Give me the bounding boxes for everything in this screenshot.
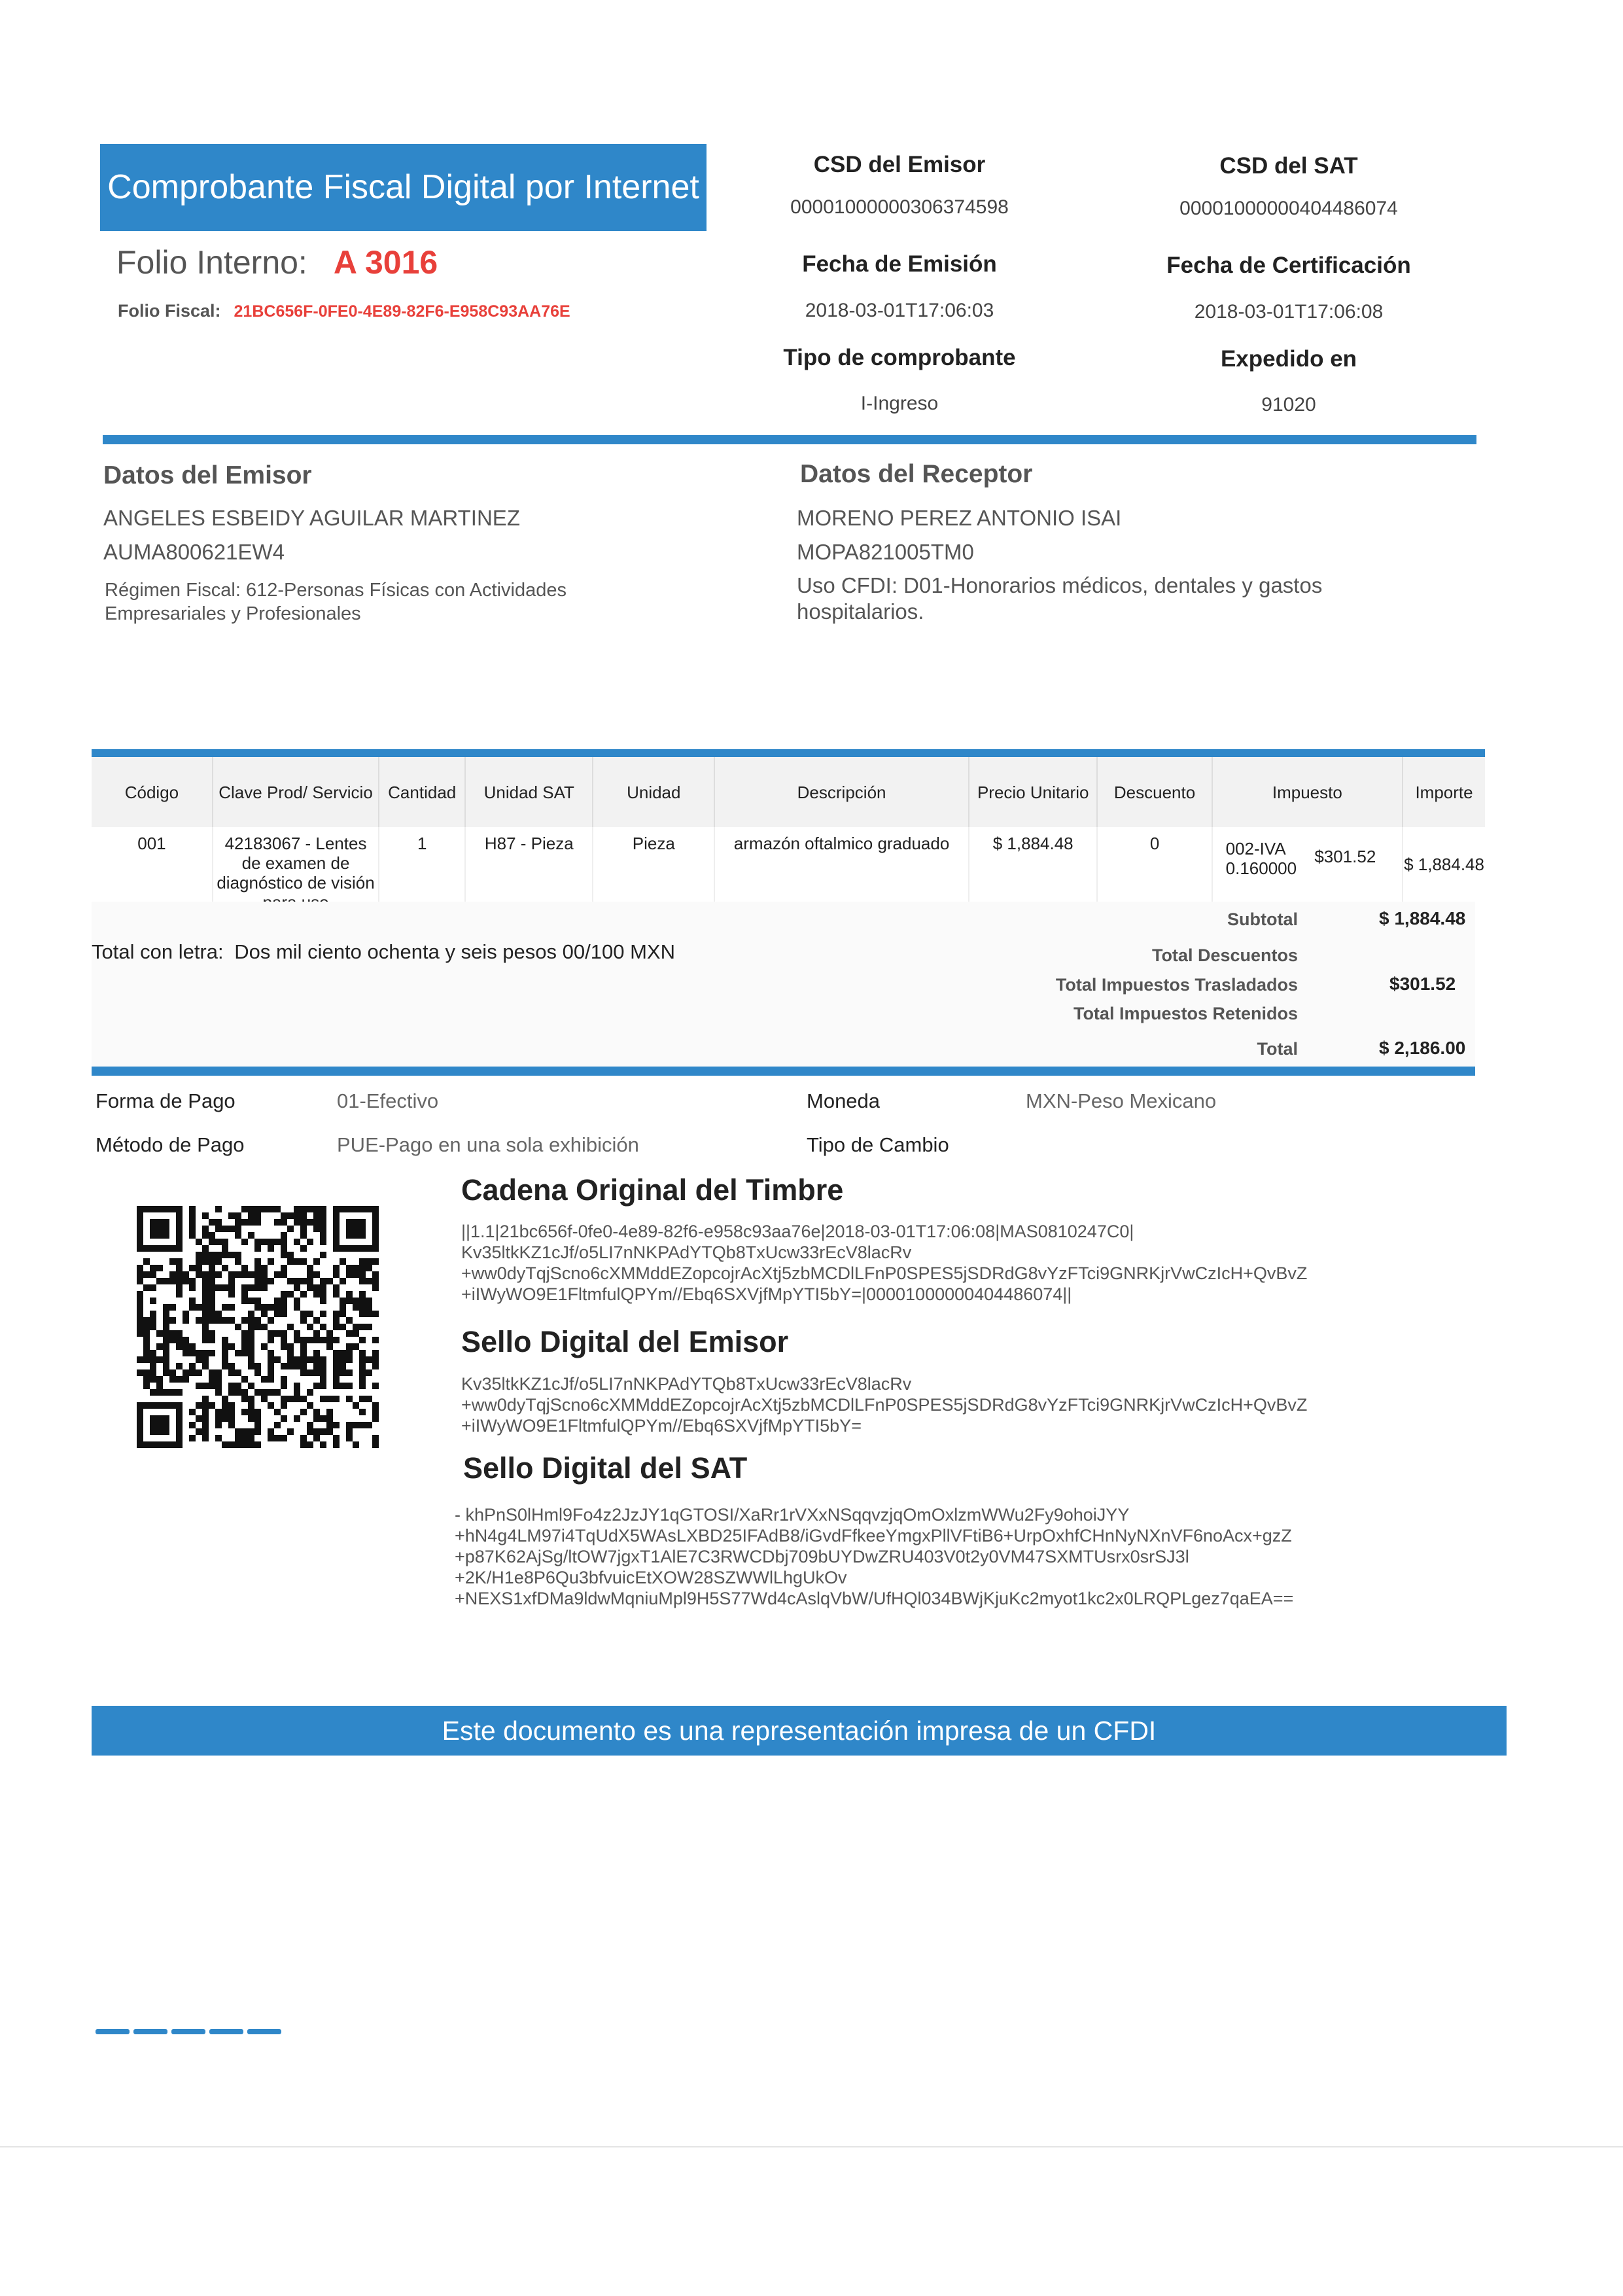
csd-emisor-label: CSD del Emisor: [813, 152, 986, 177]
total-value: $ 2,186.00: [1379, 1038, 1466, 1058]
fecha-emision-label: Fecha de Emisión: [802, 251, 997, 277]
document-title: Comprobante Fiscal Digital por Internet: [100, 144, 707, 231]
col-codigo: Código: [92, 753, 213, 827]
sello-emisor-title: Sello Digital del Emisor: [461, 1325, 789, 1358]
col-precio-unitario: Precio Unitario: [969, 753, 1098, 827]
total-letra-value: Dos mil ciento ochenta y seis pesos 00/100 MXN: [234, 940, 675, 963]
forma-pago-label: Forma de Pago: [96, 1089, 236, 1112]
emisor-title: Datos del Emisor: [103, 461, 312, 489]
fecha-emision-value: 2018-03-01T17:06:03: [805, 300, 994, 321]
folio-interno-value: A 3016: [333, 244, 438, 281]
total-trasladados-label: Total Impuestos Trasladados: [1055, 975, 1298, 995]
cell-codigo: 001: [92, 827, 213, 930]
expedido-en-label: Expedido en: [1220, 346, 1357, 372]
cell-importe: $ 1,884.48: [1404, 855, 1484, 874]
folio-fiscal: [118, 301, 570, 321]
sello-sat-title: Sello Digital del SAT: [463, 1451, 748, 1485]
cell-unidad-sat: H87 - Pieza: [465, 827, 593, 930]
receptor-uso-cfdi: [797, 573, 1322, 625]
folio-interno: [116, 243, 438, 281]
col-cantidad: Cantidad: [379, 753, 465, 827]
total-letra-label: Total con letra:: [92, 940, 224, 963]
emisor-rfc: AUMA800621EW4: [103, 540, 285, 564]
footer-banner: Este documento es una representación impresa de un CFDI: [92, 1706, 1507, 1756]
cell-precio: $ 1,884.48: [969, 827, 1098, 930]
header-divider: [103, 435, 1476, 444]
total-label: Total: [1257, 1039, 1298, 1059]
impuesto-tasa: 0.160000: [1225, 858, 1297, 878]
tipo-cambio-label: Tipo de Cambio: [807, 1133, 949, 1156]
subtotal-value: $ 1,884.48: [1379, 908, 1466, 928]
emisor-regimen-line-2: Empresariales y Profesionales: [105, 603, 361, 624]
csd-sat-label: CSD del SAT: [1219, 153, 1358, 179]
impuesto-tipo: 002-IVA: [1225, 839, 1286, 858]
tipo-comprobante-value: I-Ingreso: [860, 393, 939, 414]
folio-fiscal-label: Folio Fiscal:: [118, 301, 221, 321]
sello-emisor-text: Kv35ltkKZ1cJf/o5LI7nNKPAdYTQb8TxUcw33rEcV8lacRv +ww0dyTqjScno6cXMMddEZopcojrAcXtj5zbMCDlLFnP0SPES5jSDRdG8vYzFTci9GNRKjrVwCzIcH+QvBvZ +iIWyWO9E1FltmfulQPYm//Ebq6SXVjfMpYTI5bY=: [461, 1374, 1308, 1436]
folio-interno-label: Folio Interno:: [116, 244, 307, 281]
receptor-title: Datos del Receptor: [800, 460, 1033, 488]
cell-cantidad: 1: [379, 827, 465, 930]
col-unidad-sat: Unidad SAT: [465, 753, 593, 827]
col-importe: Importe: [1403, 753, 1485, 827]
col-clave: Clave Prod/ Servicio: [213, 753, 379, 827]
fecha-certificacion-label: Fecha de Certificación: [1166, 253, 1411, 278]
receptor-uso-line-2: hospitalarios.: [797, 599, 924, 624]
emisor-regimen-line-1: Régimen Fiscal: 612-Personas Físicas con Actividades: [105, 580, 567, 601]
metodo-pago-label: Método de Pago: [96, 1133, 245, 1156]
emisor-name: ANGELES ESBEIDY AGUILAR MARTINEZ: [103, 506, 520, 530]
cell-descuento: 0: [1097, 827, 1212, 930]
col-descuento: Descuento: [1097, 753, 1212, 827]
subtotal-label: Subtotal: [1227, 910, 1298, 929]
col-impuesto: Impuesto: [1212, 753, 1403, 827]
table-header-row: [92, 753, 1485, 827]
sello-sat-text: - khPnS0lHml9Fo4z2JzJY1qGTOSI/XaRr1rVXxNSqqvzjqOmOxlzmWWu2Fy9ohoiJYY +hN4g4LM97i4TqUdX5WAsLXBD25IFAdB8/iGvdFfkeeYmgxPllVFtiB6+UrpOxhfCHnNyNXnVF6noAcx+gzZ +p87K62AjSg/ltOW7jgxT1AlE7C3RWCDbj709bUYDwZRU403V0t2y0VM47SXMTUsrx0srSJ3l +2K/H1e8P6Qu3bfvuicEtXOW28SZWWlLhgUkOv +NEXS1xfDMa9ldwMqniuMpl9H5S77Wd4cAslqVbW/UfHQl034BWjKjuKc2myot1kc2x0LRQPLgez7qaEA==: [455, 1505, 1294, 1608]
cadena-original-title: Cadena Original del Timbre: [461, 1173, 844, 1207]
receptor-name: MORENO PEREZ ANTONIO ISAI: [797, 506, 1122, 530]
footer-logo: [96, 2019, 331, 2036]
total-trasladados-value: $301.52: [1389, 974, 1456, 994]
metodo-pago-value: PUE-Pago en una sola exhibición: [337, 1133, 639, 1156]
col-descripcion: Descripción: [714, 753, 969, 827]
emisor-regimen: [105, 578, 759, 626]
receptor-rfc: MOPA821005TM0: [797, 540, 974, 564]
fecha-certificacion-value: 2018-03-01T17:06:08: [1194, 301, 1384, 323]
total-retenidos-label: Total Impuestos Retenidos: [1073, 1004, 1298, 1023]
csd-emisor-value: 00001000000306374598: [790, 196, 1009, 218]
tipo-comprobante-label: Tipo de comprobante: [783, 345, 1016, 370]
cell-clave: 42183067 - Lentes de examen de diagnóstico de visión: [213, 827, 379, 930]
impuesto-monto: $301.52: [1314, 847, 1376, 866]
receptor-uso-line-1: Uso CFDI: D01-Honorarios médicos, dentales y gastos: [797, 573, 1323, 597]
folio-fiscal-value: 21BC656F-0FE0-4E89-82F6-E958C93AA76E: [234, 302, 570, 321]
moneda-label: Moneda: [807, 1089, 881, 1112]
expedido-en-value: 91020: [1261, 394, 1316, 415]
total-descuentos-label: Total Descuentos: [1151, 945, 1298, 965]
total-con-letra: [92, 940, 675, 964]
forma-pago-value: 01-Efectivo: [337, 1089, 439, 1112]
qr-code: [135, 1206, 381, 1448]
totals-divider: [92, 1067, 1475, 1076]
cell-unidad: Pieza: [593, 827, 714, 930]
page-edge: [0, 2146, 1623, 2147]
csd-sat-value: 00001000000404486074: [1179, 198, 1398, 219]
col-unidad: Unidad: [593, 753, 714, 827]
moneda-value: MXN-Peso Mexicano: [1026, 1089, 1217, 1112]
cadena-original-text: ||1.1|21bc656f-0fe0-4e89-82f6-e958c93aa76e|2018-03-01T17:06:08|MAS0810247C0| Kv35ltkKZ1cJf/o5LI7nNKPAdYTQb8TxUcw33rEcV8lacRv +ww0dyTqjScno6cXMMddEZopcojrAcXtj5zbMCDlLFnP0SPES5jSDRdG8vYzFTci9GNRKjrVwCzIcH+QvBvZ +iIWyWO9E1FltmfulQPYm//Ebq6SXVjfMpYTI5bY=|00001000000404486074||: [461, 1222, 1308, 1304]
cell-descripcion: armazón oftalmico graduado: [714, 827, 969, 930]
